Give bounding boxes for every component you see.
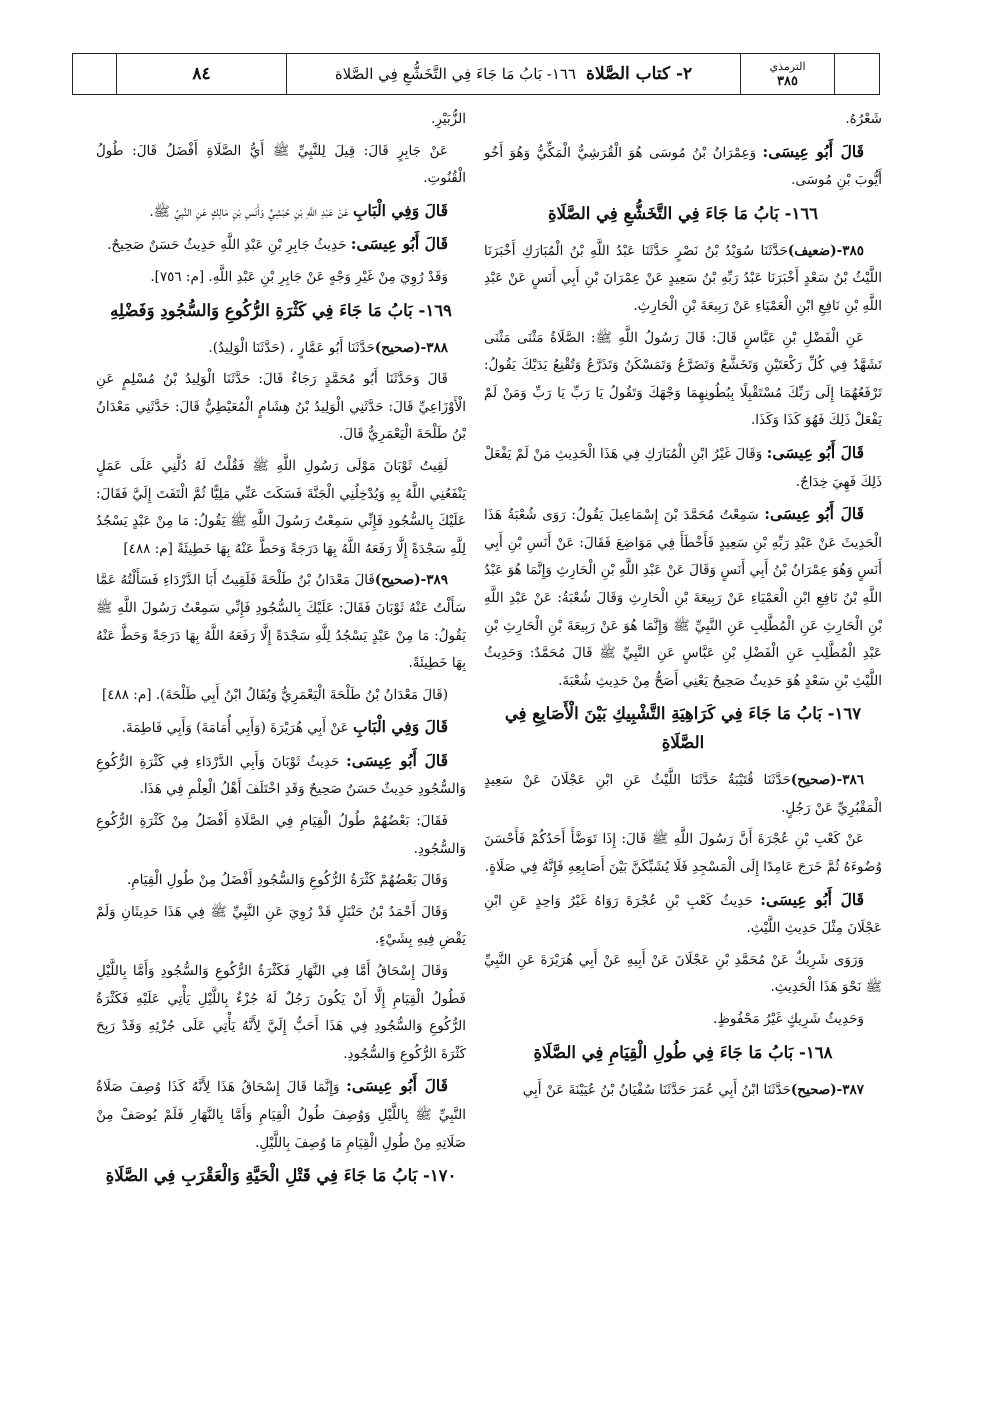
hadith-number: ٣٨٧-(صحيح)	[790, 1081, 864, 1098]
chapter-heading-170: ١٧٠- بَابُ مَا جَاءَ فِي قَتْلِ الْحَيَّةِ وَالْعَقْرَبِ فِي الصَّلَاةِ	[105, 1166, 457, 1186]
paragraph-text: سَمِعْتُ مُحَمَّدَ بْنَ إِسْمَاعِيلَ يَقُولُ: رَوَى شُعْبَةُ هَذَا الْحَدِيثَ عَنْ عَبْدِ رَبِّهِ بْنِ سَعِيدٍ فَأَخْطَأَ فِي مَوَاضِعَ فَقَالَ: عَنْ أَنَسِ بْنِ أَبِي أَنَسٍ وَهُوَ عِمْرَانُ بْنُ أَبِي أَنَسٍ وَقَالَ عَنْ عَبْدِ اللَّهِ بْنِ الْحَارِثِ وَإِنَّمَا هُوَ عَبْدُ اللَّهِ بْنُ نَافِعِ ابْنِ الْعَمْيَاءِ عَنْ رَبِيعَةَ بْنِ الْحَارِثِ وَقَالَ شُعْبَةُ: عَنْ عَبْدِ اللَّهِ بْنِ الْحَارِثِ عَنِ الْمُطَّلِبِ عَنِ النَّبِيِّ ﷺ وَإِنَّمَا هُوَ عَنْ رَبِيعَةَ بْنِ الْحَارِثِ بْنِ عَبْدِ الْمُطَّلِبِ عَنِ الْفَضْلِ بْنِ عَبَّاسٍ عَنِ النَّبِيِّ ﷺ قَالَ مُحَمَّدٌ: وَحَدِيثُ اللَّيْثِ بْنِ سَعْدٍ هُوَ حَدِيثٌ صَحِيحٌ يَعْنِي أَصَحُّ مِنْ حَدِيثِ شُعْبَةَ.	[484, 507, 882, 689]
chapter-heading-167: ١٦٧- بَابُ مَا جَاءَ فِي كَرَاهِيَةِ التَّشْبِيكِ بَيْنَ الْأَصَابِعِ فِي الصَّلَاةِ	[504, 704, 862, 753]
page-header	[72, 53, 880, 95]
paragraph-text: حَدِيثُ جَابِرِ بْنِ عَبْدِ اللَّهِ حَدِيثٌ حَسَنٌ صَحِيحٌ.	[107, 237, 347, 254]
paragraph-text: وَقَدْ رُوِيَ مِنْ غَيْرِ وَجْهٍ عَنْ جَابِرِ بْنِ عَبْدِ اللَّهِ.	[208, 268, 448, 285]
hadith-chain: حَدَّثَنَا أَبُو عَمَّارٍ ، (حَدَّثَنَا الْوَلِيدُ).	[208, 339, 375, 356]
paragraph	[96, 230, 466, 260]
speaker-label: قَالَ أَبُو عِيسَى:	[350, 234, 448, 254]
paragraph-text: حَدِيثُ كَعْبِ بْنِ عُجْرَةَ رَوَاهُ غَيْرُ وَاحِدٍ عَنِ ابْنِ عَجْلَانَ مِثْلَ حَدِيثِ اللَّيْثِ.	[484, 892, 882, 937]
paragraph: وَقَالَ بَعْضُهُمْ كَثْرَةُ الرُّكُوعِ وَالسُّجُودِ أَفْضَلُ مِنْ طُولِ الْقِيَامِ.	[126, 872, 448, 889]
paragraph	[96, 197, 466, 227]
header-hadith-range: ٣٨٥	[777, 74, 798, 89]
paragraph: عَنْ جَابِرٍ قَالَ: قِيلَ لِلنَّبِيِّ ﷺ أَيُّ الصَّلَاةِ أَفْضَلُ قَالَ: طُولُ الْقُنُوتِ.	[96, 142, 466, 187]
reference: [م: ٧٥٦].	[150, 268, 205, 285]
hadith-number: ٣٨٨-(صحيح)	[374, 339, 448, 356]
left-column	[96, 106, 466, 1200]
chapter-heading-166: ١٦٦- بَابُ مَا جَاءَ فِي التَّخَشُّعِ فِي الصَّلَاةِ	[547, 203, 819, 223]
speaker-label: قَالَ أَبُو عِيسَى:	[760, 889, 864, 909]
paragraph	[96, 1072, 466, 1157]
paragraph	[484, 439, 882, 496]
speaker-label: قَالَ أَبُو عِيسَى:	[762, 141, 864, 161]
paragraph: فَقَالَ: بَعْضُهُمْ طُولُ الْقِيَامِ فِي الصَّلَاةِ أَفْضَلُ مِنْ كَثْرَةِ الرُّكُوعِ وَالسُّجُودِ.	[96, 813, 466, 857]
reference: [م: ٤٨٨]	[123, 540, 173, 557]
chapter-heading-169: ١٦٩- بَابُ مَا جَاءَ فِي كَثْرَةِ الرُّكُوعِ وَالسُّجُودِ وَفَضْلِهِ	[110, 300, 452, 320]
paragraph	[484, 886, 882, 943]
paragraph	[96, 682, 466, 710]
hadith-389	[96, 567, 466, 677]
chapter-title: ١٦٦- بَابُ مَا جَاءَ فِي التَّخَشُّعِ فِي الصَّلاة	[334, 65, 577, 83]
book-title: ٢- كتاب الصَّلاة	[586, 64, 693, 84]
hadith-number: ٣٨٩-(صحيح)	[374, 572, 448, 589]
speaker-label: قَالَ أَبُو عِيسَى:	[346, 1076, 448, 1096]
paragraph-text: عَنْ عَبْدِ اللَّهِ بْنِ حُبْشِيٍّ وَأَنَسِ بْنِ مَالِكٍ عَنِ النَّبِيِّ ﷺ.	[149, 203, 349, 220]
paragraph	[484, 500, 882, 695]
paragraph-text: وَعِمْرَانُ بْنُ مُوسَى هُوَ الْقُرَشِيُّ الْمَكِّيُّ وَهُوَ أَخُو أَيُّوبَ بْنِ مُوسَى.	[484, 144, 882, 189]
hadith-text	[96, 453, 466, 563]
header-blank-cell	[73, 54, 117, 94]
speaker-label: قَالَ أَبُو عِيسَى:	[766, 442, 865, 462]
hadith-385	[484, 238, 882, 321]
speaker-label: قَالَ أَبُو عِيسَى:	[764, 504, 864, 524]
hadith-chain-cont: قَالَ وَحَدَّثَنَا أَبُو مُحَمَّدٍ رَجَاءٌ قَالَ: حَدَّثَنَا الْوَلِيدُ بْنُ مُسْلِمٍ عَنِ الْأَوْزَاعِيِّ قَالَ: حَدَّثَنِي الْوَلِيدُ بْنُ هِشَامٍ الْمُعَيْطِيُّ قَالَ: حَدَّثَنِي مَعْدَانُ بْنُ طَلْحَةَ الْيَعْمَرِيُّ قَالَ.	[96, 371, 466, 443]
hadith-number: ٣٨٥-(ضعيف)	[787, 242, 864, 259]
hadith-text: عَنْ كَعْبِ بْنِ عُجْرَةَ أَنَّ رَسُولَ اللَّهِ ﷺ قَالَ: إِذَا تَوَضَّأَ أَحَدُكُمْ فَأَحْسَنَ وُضُوءَهُ ثُمَّ خَرَجَ عَامِدًا إِلَى الْمَسْجِدِ فَلَا يُشَبِّكَنَّ بَيْنَ أَصَابِعِهِ فَإِنَّهُ فِي صَلَاةٍ.	[484, 831, 882, 876]
paragraph-text: لَقِيتُ ثَوْبَانَ مَوْلَى رَسُولِ اللَّهِ ﷺ فَقُلْتُ لَهُ دُلَّنِي عَلَى عَمَلٍ يَنْفَعُنِي اللَّهُ بِهِ وَيُدْخِلُنِي الْجَنَّةَ فَسَكَتَ عَنِّي مَلِيًّا ثُمَّ الْتَفَتَ إِلَيَّ فَقَالَ: عَلَيْكَ بِالسُّجُودِ فَإِنِّي سَمِعْتُ رَسُولَ اللَّهِ ﷺ يَقُولُ: مَا مِنْ عَبْدٍ يَسْجُدُ لِلَّهِ سَجْدَةً إِلَّا رَفَعَهُ اللَّهُ بِهَا دَرَجَةً وَحَطَّ عَنْهُ بِهَا خَطِيئَةً	[96, 457, 466, 557]
paragraph-text: وَقَالَ غَيْرُ ابْنِ الْمُبَارَكِ فِي هَذَا الْحَدِيثِ مَنْ لَمْ يَفْعَلْ ذَلِكَ فَهِيَ خِدَاجٌ.	[484, 445, 882, 490]
hadith-chain: حَدَّثَنَا ابْنُ أَبِي عُمَرَ حَدَّثَنَا سُفْيَانُ بْنُ عُيَيْنَةَ عَنْ أَبِي	[522, 1081, 791, 1098]
hadith-text: عَنِ الْفَضْلِ بْنِ عَبَّاسٍ قَالَ: قَالَ رَسُولُ اللَّهِ ﷺ: الصَّلَاةُ مَثْنَى مَثْنَى تَشَهَّدُ فِي كُلِّ رَكْعَتَيْنِ وَتَخَشَّعُ وَتَضَرَّعُ وَتَمَسْكَنُ وَتَذَرَّعُ وَتُقْنِعُ يَدَيْكَ يَقُولُ: تَرْفَعُهُمَا إِلَى رَبِّكَ مُسْتَقْبِلًا بِبُطُونِهِمَا وَجْهَكَ وَتَقُولُ يَا رَبِّ يَا رَبِّ وَمَنْ لَمْ يَفْعَلْ ذَلِكَ فَهُوَ كَذَا وَكَذَا.	[484, 329, 882, 429]
header-label-text: الترمذي	[769, 60, 806, 73]
page-number: ٨٤	[117, 54, 287, 94]
speaker-label: قَالَ وَفِي الْبَابِ	[352, 200, 448, 220]
speaker-label: قَالَ وَفِي الْبَابِ	[352, 717, 448, 737]
hadith-chain: حَدَّثَنَا قُتَيْبَةُ حَدَّثَنَا اللَّيْثُ عَنِ ابْنِ عَجْلَانَ عَنْ سَعِيدٍ الْمَقْبُرِيِّ عَنْ رَجُلٍ.	[484, 772, 882, 816]
hadith-chain: حَدَّثَنَا سُوَيْدُ بْنُ نَصْرٍ حَدَّثَنَا عَبْدُ اللَّهِ بْنُ الْمُبَارَكِ أَخْبَرَنَا اللَّيْثُ بْنُ سَعْدٍ أَخْبَرَنَا عَبْدُ رَبِّهِ بْنُ سَعِيدٍ عَنْ عِمْرَانَ بْنِ أَبِي أَنَسٍ عَنْ عَبْدِ اللَّهِ بْنِ نَافِعِ ابْنِ الْعَمْيَاءِ عَنْ رَبِيعَةَ بْنِ الْحَارِثِ.	[484, 242, 882, 314]
paragraph-text: حَدِيثُ ثَوْبَانَ وَأَبِي الدَّرْدَاءِ فِي كَثْرَةِ الرُّكُوعِ وَالسُّجُودِ حَدِيثٌ حَسَنٌ صَحِيحٌ وَقَدِ اخْتَلَفَ أَهْلُ الْعِلْمِ فِي هَذَا.	[96, 753, 466, 798]
paragraph: وَرَوَى شَرِيكٌ عَنْ مُحَمَّدِ بْنِ عَجْلَانَ عَنْ أَبِيهِ عَنْ أَبِي هُرَيْرَةَ عَنِ النَّبِيِّ ﷺ نَحْوَ هَذَا الْحَدِيثِ.	[484, 951, 882, 996]
paragraph	[96, 747, 466, 804]
chapter-heading-168: ١٦٨- بَابُ مَا جَاءَ فِي طُولِ الْقِيَامِ فِي الصَّلَاةِ	[533, 1042, 833, 1062]
hadith-387	[484, 1077, 882, 1105]
hadith-chain: قَالَ مَعْدَانُ بْنُ طَلْحَةَ فَلَقِيتُ أَبَا الدَّرْدَاءِ فَسَأَلْتُهُ عَمَّا سَأَلْتُ عَنْهُ ثَوْبَانَ فَقَالَ: عَلَيْكَ بِالسُّجُودِ فَإِنِّي سَمِعْتُ رَسُولَ اللَّهِ ﷺ يَقُولُ: مَا مِنْ عَبْدٍ يَسْجُدُ لِلَّهِ سَجْدَةً إِلَّا رَفَعَهُ اللَّهُ بِهَا دَرَجَةً وَحَطَّ عَنْهُ بِهَا خَطِيئَةً.	[96, 572, 466, 672]
speaker-label: قَالَ أَبُو عِيسَى:	[346, 750, 448, 770]
header-label	[741, 54, 835, 94]
hadith-388	[96, 335, 466, 363]
paragraph: الزُّبَيْرِ.	[431, 111, 466, 127]
paragraph-text: عَنْ أَبِي هُرَيْرَةَ (وَأَبِي أُمَامَةَ) وَأَبِي فَاطِمَةَ.	[121, 720, 349, 737]
paragraph	[96, 713, 466, 743]
reference: [م: ٤٨٨]	[101, 686, 152, 703]
paragraph-text: وَإِنَّمَا قَالَ إِسْحَاقُ هَذَا لِأَنَّهُ كَذَا وُصِفَ صَلَاةُ النَّبِيِّ ﷺ بِاللَّيْلِ وَوُصِفَ طُولُ الْقِيَامِ وَأَمَّا بِالنَّهَارِ فَلَمْ يُوصَفْ مِنْ صَلَاتِهِ مِنْ طُولِ الْقِيَامِ مَا وُصِفَ بِاللَّيْلِ.	[96, 1079, 466, 1151]
right-column	[484, 106, 882, 1108]
paragraph	[96, 264, 466, 292]
paragraph: وَقَالَ إِسْحَاقُ أَمَّا فِي النَّهَارِ فَكَثْرَةُ الرُّكُوعِ وَالسُّجُودِ وَأَمَّا بِاللَّيْلِ فَطُولُ الْقِيَامِ إِلَّا أَنْ يَكُونَ رَجُلٌ لَهُ جُزْءٌ بِاللَّيْلِ يَأْتِي عَلَيْهِ فَكَثْرَةُ الرُّكُوعِ وَالسُّجُودِ فِي هَذَا أَحَبُّ إِلَيَّ لِأَنَّهُ يَأْتِي عَلَى جُزْئِهِ وَقَدْ رَبِحَ كَثْرَةَ الرُّكُوعِ وَالسُّجُودِ.	[96, 963, 466, 1062]
header-blank-cell-right	[835, 54, 879, 94]
paragraph-text: (قَالَ مَعْدَانُ بْنُ طَلْحَةَ الْيَعْمَرِيُّ وَيُقَالُ ابْنُ أَبِي طَلْحَةَ).	[155, 686, 448, 703]
paragraph: شَعْرُهُ.	[845, 111, 882, 127]
hadith-number: ٣٨٦-(صحيح)	[790, 772, 864, 789]
running-title	[287, 54, 741, 94]
paragraph: وَقَالَ أَحْمَدُ بْنُ حَنْبَلٍ قَدْ رُوِيَ عَنِ النَّبِيِّ ﷺ فِي هَذَا حَدِيثَانِ وَلَمْ يَقْضِ فِيهِ بِشَيْءٍ.	[96, 903, 466, 948]
paragraph	[484, 138, 882, 195]
paragraph: وَحَدِيثُ شَرِيكٍ غَيْرُ مَحْفُوظٍ.	[713, 1011, 864, 1028]
hadith-386	[484, 767, 882, 822]
